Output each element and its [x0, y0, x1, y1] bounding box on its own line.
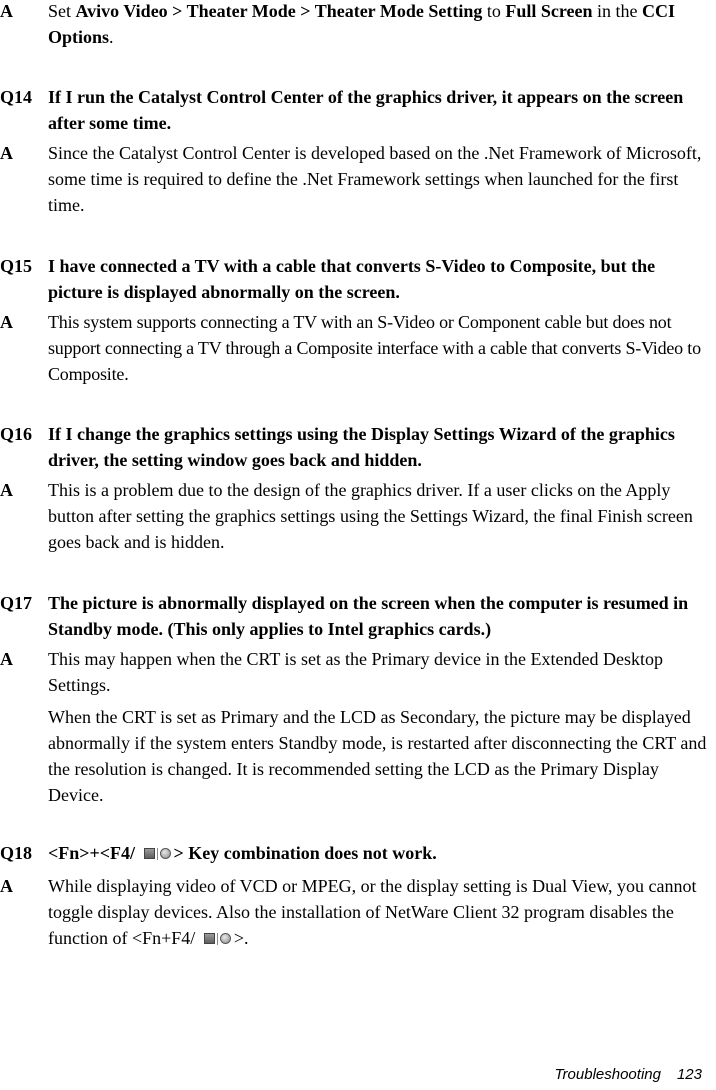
question-text: The picture is abnormally displayed on the screen when the computer is resumed in Standby mode. (This only applies to Intel graphics cards.) — [48, 593, 689, 639]
footer-section-title: Troubleshooting — [554, 1066, 661, 1083]
page-footer — [555, 1066, 703, 1083]
answer-label: A — [0, 876, 13, 896]
question-text: If I run the Catalyst Control Center of the graphics driver, it appears on the screen after some time. — [48, 87, 684, 133]
answer-text — [48, 646, 714, 814]
answer-paragraph: This may happen when the CRT is set as the Primary device in the Extended Desktop Settings. — [48, 649, 663, 695]
answer-text: While displaying video of VCD or MPEG, or the display setting is Dual View, you cannot toggle display devices. Also the installation of NetWare Client 32 program disables the function of <Fn+F4/ >. — [48, 876, 697, 948]
answer-text: Set Avivo Video > Theater Mode > Theater Mode Setting to Full Screen in the CCI Options. — [48, 1, 676, 47]
question-text: <Fn>+<F4/ > Key combination does not work. — [48, 843, 437, 863]
menu-path: Avivo Video > Theater Mode > Theater Mode Setting — [75, 1, 483, 21]
question-text: If I change the graphics settings using the Display Settings Wizard of the graphics driver, the setting window goes back and hidden. — [48, 424, 675, 470]
setting-value: Full Screen — [505, 1, 593, 21]
answer-label: A — [0, 649, 13, 669]
answer-paragraph: When the CRT is set as Primary and the LCD as Secondary, the picture may be displayed abnormally if the system enters Standby mode, is restarted after disconnecting the CRT and the resolution is changed. It is recommended setting the LCD as the Primary Display Device. — [48, 707, 707, 805]
question-label: Q18 — [0, 843, 33, 863]
display-switch-icon — [142, 846, 172, 862]
page-number: 123 — [676, 1066, 702, 1083]
question-text: I have connected a TV with a cable that converts S-Video to Composite, but the picture is displayed abnormally on the screen. — [48, 256, 656, 302]
question-label: Q17 — [0, 593, 33, 613]
question-label: Q15 — [0, 256, 33, 276]
answer-text: Since the Catalyst Control Center is developed based on the .Net Framework of Microsoft, some time is required to define the .Net Framework settings when launched for the first time. — [48, 143, 702, 215]
answer-label: A — [0, 312, 13, 332]
answer-label: A — [0, 480, 13, 500]
answer-label: A — [0, 1, 13, 21]
question-label: Q14 — [0, 87, 33, 107]
panel-name: CCI Options — [48, 1, 676, 47]
answer-text: This is a problem due to the design of the graphics driver. If a user clicks on the Apply button after setting the graphics settings using the Settings Wizard, the final Finish screen goes back and is hidden. — [48, 480, 693, 552]
question-label: Q16 — [0, 424, 33, 444]
answer-text: This system supports connecting a TV with an S-Video or Component cable but does not support connecting a TV through a Composite interface with a cable that converts S-Video to Composite. — [48, 312, 701, 384]
display-switch-icon — [202, 931, 232, 947]
answer-label: A — [0, 143, 13, 163]
